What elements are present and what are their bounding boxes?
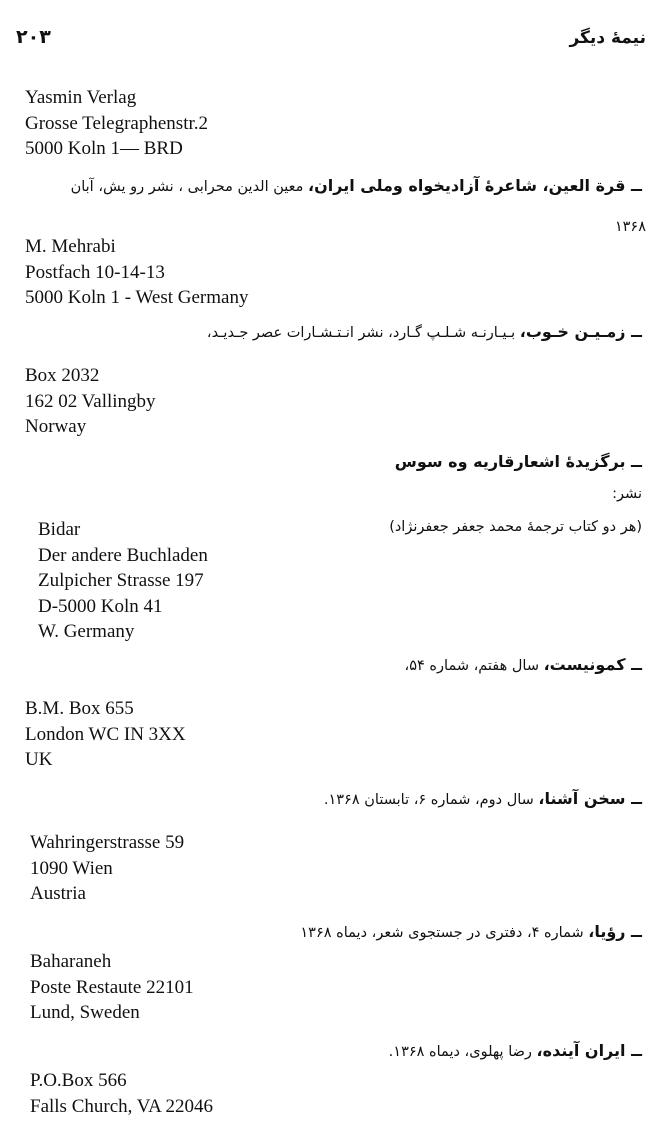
address-line: Grosse Telegraphenstr.2: [25, 112, 208, 134]
entry-details: سال دوم، شماره ۶، تابستان ۱۳۶۸.: [323, 792, 539, 808]
bibliography-entry: [324, 789, 642, 808]
bibliography-entry: [300, 922, 642, 941]
address-line: Norway: [25, 416, 87, 437]
address-line: Wahringerstrasse 59: [30, 832, 185, 853]
address-line: Poste Restaute 22101: [30, 976, 194, 998]
address-block: [30, 830, 184, 907]
entry-title: ــ کمونیست،: [543, 655, 642, 674]
entry-title: ــ ایران آینده،: [536, 1041, 642, 1060]
address-line: 5000 Koln 1 - West Germany: [25, 287, 249, 308]
address-line: Falls Church, VA 22046: [30, 1095, 213, 1117]
page-number: ۲۰۳: [16, 26, 51, 48]
address-block: [25, 234, 248, 311]
address-block: [38, 517, 208, 645]
entry-title: ــ برگزیدهٔ اشعارقاریه وه سوس: [394, 452, 642, 471]
address-line: B.M. Box 655: [25, 698, 134, 719]
address-line: UK: [25, 749, 53, 770]
entry-title: ــ زمـیـن خـوب،: [519, 322, 642, 341]
entry-note: (هر دو کتاب ترجمهٔ محمد جعفر جعفرنژاد): [389, 519, 642, 535]
entry-title: ــ سخن آشنا،: [538, 789, 642, 808]
address-line: Austria: [30, 883, 86, 904]
address-line: London WC IN 3XX: [25, 723, 186, 745]
bibliography-entry: [389, 1041, 642, 1060]
bibliography-entry: [207, 322, 642, 341]
address-block: [25, 85, 208, 162]
address-line: Der andere Buchladen: [38, 544, 208, 566]
entry-title: ــ قرة العین، شاعرهٔ آزادیخواه وملی ایران،: [308, 176, 642, 195]
entry-details: بـیـارنـه شـلـپ گـارد، نشر انـتـشـارات عصر جـدیـد،: [206, 325, 520, 341]
bibliography-entry: [71, 176, 642, 195]
address-line: M. Mehrabi: [25, 236, 116, 257]
address-line: Box 2032: [25, 365, 100, 386]
address-line: D-5000 Koln 41: [38, 595, 163, 617]
address-line: Zulpicher Strasse 197: [38, 570, 204, 591]
address-line: 5000 Koln 1— BRD: [25, 138, 183, 159]
address-block: [30, 949, 194, 1026]
address-line: W. Germany: [38, 621, 135, 642]
address-block: [30, 1068, 213, 1119]
entry-details: معین الدین محرابی ، نشر رو یش، آبان: [70, 179, 309, 195]
address-line: Baharaneh: [30, 951, 112, 972]
bibliography-entry: [405, 655, 642, 674]
entry-title: ــ رؤیا،: [588, 922, 642, 941]
entry-details: شماره ۴، دفتری در جستجوی شعر، دیماه ۱۳۶۸: [300, 925, 589, 941]
address-line: Lund, Sweden: [30, 1002, 140, 1023]
bibliography-entry: [395, 452, 642, 471]
running-head-title: نیمهٔ دیگر: [569, 28, 646, 48]
address-line: 1090 Wien: [30, 857, 113, 879]
address-block: [25, 363, 156, 440]
entry-publisher-label: نشر:: [612, 486, 642, 502]
address-line: Postfach 10-14-13: [25, 261, 165, 283]
address-line: Bidar: [38, 519, 81, 540]
entry-details: رضا پهلوی، دیماه ۱۳۶۸.: [388, 1044, 537, 1060]
entry-continuation: ۱۳۶۸: [614, 219, 646, 235]
address-block: [25, 696, 186, 773]
address-line: P.O.Box 566: [30, 1070, 127, 1091]
address-line: 162 02 Vallingby: [25, 390, 156, 412]
address-line: Yasmin Verlag: [25, 87, 137, 108]
entry-details: سال هفتم، شماره ۵۴،: [404, 658, 544, 674]
